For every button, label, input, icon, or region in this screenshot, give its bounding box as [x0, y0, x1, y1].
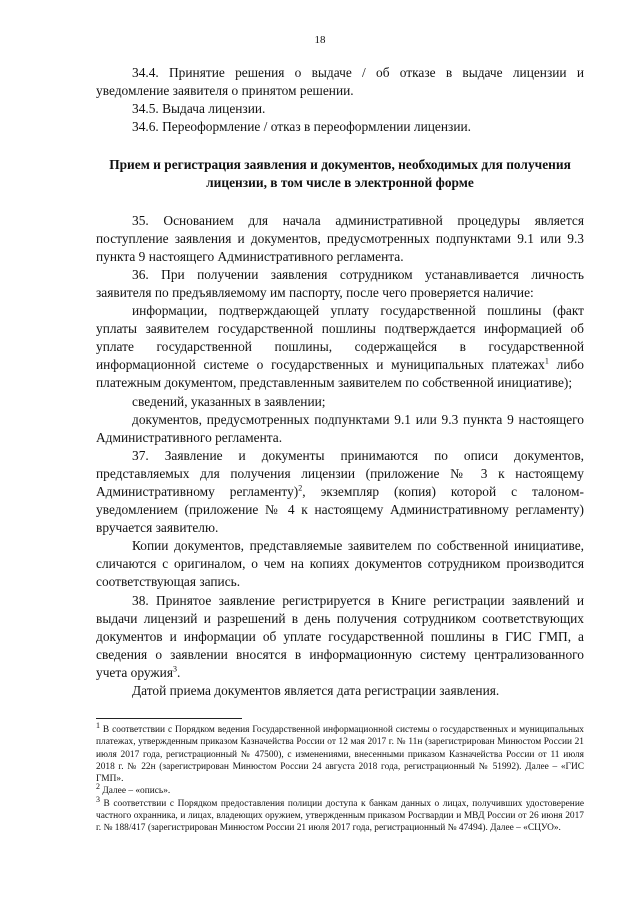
section-heading: Прием и регистрация заявления и документов, необходимых для получения лицензии, в том числе в электронной форме	[109, 157, 571, 191]
footnote-ref-2: 2	[298, 483, 303, 493]
footnote-divider	[96, 718, 242, 719]
footnote-2	[96, 782, 584, 797]
text-fragment: , экземпляр (копия) которой с талоном-уведомлением (приложение № 4 к настоящему Административному регламенту) вручается заявителю.	[96, 483, 584, 536]
paragraph-36-payment-info	[96, 302, 584, 392]
item-34-5: 34.5. Выдача лицензии.	[132, 101, 266, 117]
document-body	[96, 64, 584, 700]
footnote-number: 3	[96, 794, 100, 804]
footnote-3	[96, 794, 584, 835]
text-fragment: информации, подтверждающей уплату государственной пошлины (факт уплаты заявителем государственной пошлины подтверждается информацией об уплате государственной пошлины, содержащейся в государственной информационной системе о государственных и муниципальных платежах	[96, 303, 584, 373]
paragraph-36-documents: документов, предусмотренных подпунктами 9.1 или 9.3 пункта 9 настоящего Административного регламента.	[96, 411, 584, 445]
paragraph-35: 35. Основанием для начала административной процедуры является поступление заявления и документов, предусмотренных подпунктами 9.1 или 9.3 пункта 9 настоящего Административного регламента.	[96, 212, 584, 264]
paragraph-38-date: Датой приема документов является дата регистрации заявления.	[132, 683, 500, 698]
paragraph-36: 36. При получении заявления сотрудником устанавливается личность заявителя по предъявляемому им паспорту, после чего проверяется наличие:	[96, 266, 584, 300]
footnote-number: 2	[96, 782, 100, 792]
footnote-ref-1: 1	[544, 356, 549, 366]
footnote-text: В соответствии с Порядком ведения Государственной информационной системы о государственных и муниципальных платежах, утвержденным приказом Казначейства России от 12 мая 2017 г. № 11н (зарегистрирован Минюстом России 21 июля 2017 года, регистрационный № 47500), с изменениями, внесенными приказом Казначейства России от 11 июля 2018 г. № 22н (зарегистрирован Минюстом России 24 августа 2018 года, регистрационный № 51992). Далее – «ГИС ГМП».	[96, 725, 584, 785]
footnote-text: Далее – «опись».	[100, 786, 171, 797]
paragraph-37-copies: Копии документов, представляемые заявителем по собственной инициативе, сличаются с оригиналом, о чем на копиях документов сотрудником производится соответствующая запись.	[96, 538, 584, 590]
text-fragment: 37. Заявление и документы принимаются по описи документов, представляемых для получения лицензии (приложение № 3 к настоящему Административному регламенту)	[96, 447, 584, 499]
paragraph-36-application-info: сведений, указанных в заявлении;	[132, 393, 326, 409]
footnotes	[96, 720, 584, 835]
item-34-6: 34.6. Переоформление / отказ в переоформлении лицензии.	[132, 119, 472, 135]
item-34-4: 34.4. Принятие решения о выдаче / об отказе в выдаче лицензии и уведомление заявителя о принятом решении.	[96, 65, 584, 99]
text-fragment: .	[177, 664, 181, 680]
footnote-1	[96, 720, 584, 785]
page-number: 18	[314, 34, 326, 46]
text-fragment: либо платежным документом, представленным заявителем по собственной инициативе);	[96, 357, 584, 391]
footnote-ref-3: 3	[173, 664, 177, 674]
footnote-text: В соответствии с Порядком предоставления полиции доступа к банкам данных о лицах, получивших удостоверение частного охранника, и лицах, владеющих оружием, утвержденным приказом Росгвардии и МВД России от 26 июня 2017 г. № 188/417 (зарегистрирован Минюстом России 21 июля 2017 года, регистрационный № 47494). Далее – «СЦУО».	[96, 798, 584, 834]
text-fragment: 38. Принятое заявление регистрируется в Книге регистрации заявлений и выдачи лицензий и разрешений в день получения сотрудником соответствующих документов и информации об уплате государственной пошлины в ГИС ГМП, а сведения о заявлении вносятся в информационную систему централизованного учета оружия	[96, 592, 584, 680]
footnote-number: 1	[96, 720, 100, 730]
paragraph-38	[96, 592, 584, 682]
paragraph-37	[96, 447, 584, 537]
